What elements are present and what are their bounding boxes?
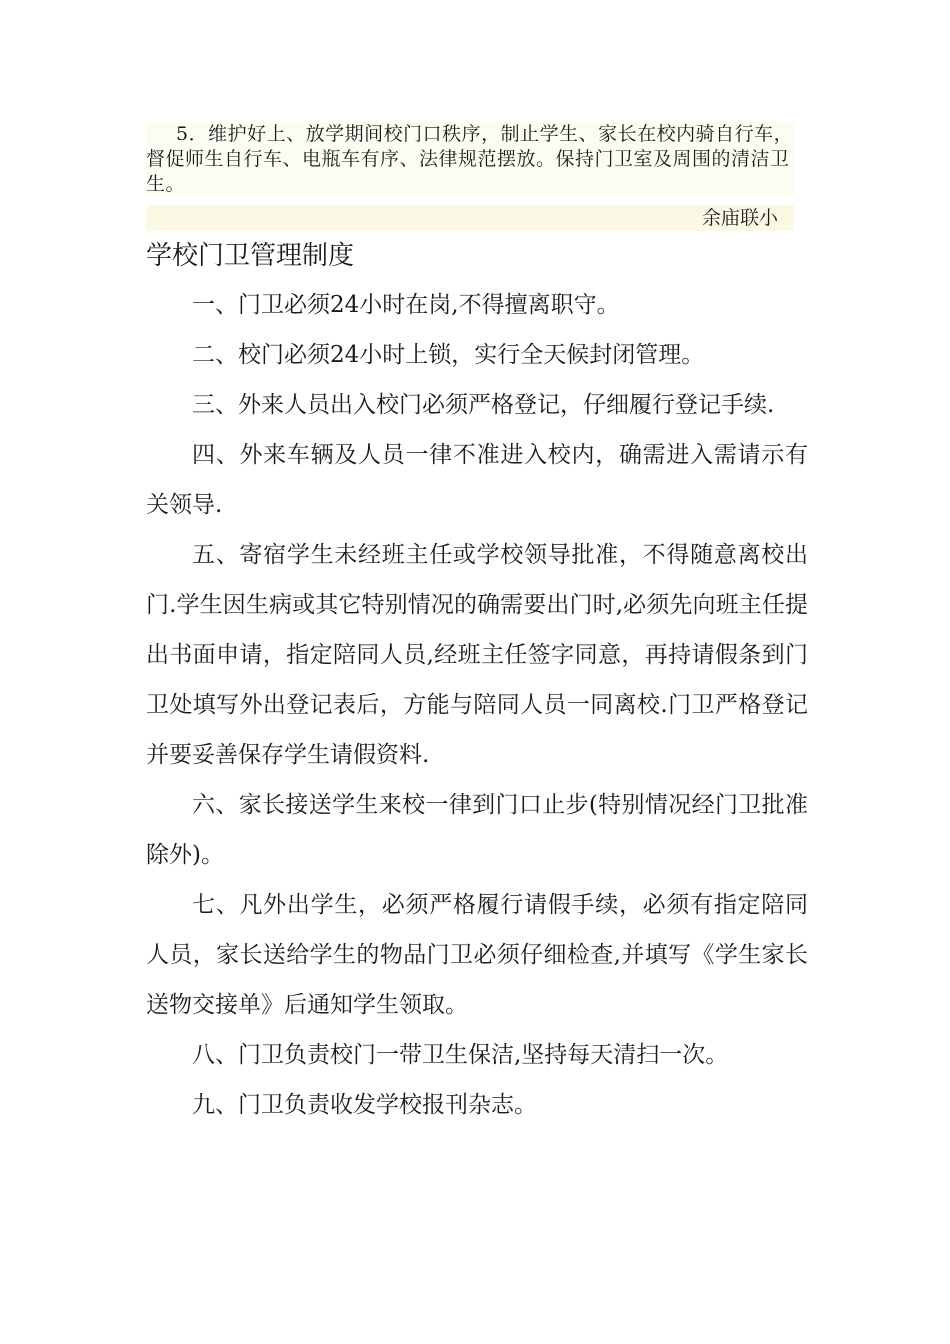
rule-item: 六、家长接送学生来校一律到门口止步(特别情况经门卫批准除外)。	[146, 792, 808, 868]
rule-item: 四、外来车辆及人员一律不准进入校内，确需进入需请示有关领导.	[146, 442, 808, 518]
rule-item: 七、凡外出学生，必须严格履行请假手续，必须有指定陪同人员，家长送给学生的物品门卫必须仔细检查,并填写《学生家长送物交接单》后通知学生领取。	[146, 892, 808, 1018]
signature-line: 余庙联小	[146, 205, 794, 231]
rule-item: 五、寄宿学生未经班主任或学校领导批准，不得随意离校出门.学生因生病或其它特别情况的确需要出门时,必须先向班主任提出书面申请，指定陪同人员,经班主任签字同意，再持请假条到门卫处填写外出登记表后，方能与陪同人员一同离校.门卫严格登记并要妥善保存学生请假资料.	[146, 542, 808, 768]
rule-item: 八、门卫负责校门一带卫生保洁,坚持每天清扫一次。	[192, 1042, 729, 1068]
rule-item: 九、门卫负责收发学校报刊杂志。	[192, 1092, 537, 1118]
document-title: 学校门卫管理制度	[146, 241, 355, 271]
rule-item: 三、外来人员出入校门必须严格登记，仔细履行登记手续.	[192, 392, 775, 418]
previous-section-excerpt	[146, 122, 794, 197]
rule-item: 二、校门必须24小时上锁，实行全天候封闭管理。	[192, 342, 705, 368]
rules-list	[146, 280, 808, 1130]
rule-item: 一、门卫必须24小时在岗,不得擅离职守。	[192, 292, 620, 318]
rule-item-5-excerpt: 5．维护好上、放学期间校门口秩序，制止学生、家长在校内骑自行车，督促师生自行车、电瓶车有序、法律规范摆放。保持门卫室及周围的清洁卫生。	[146, 123, 794, 195]
